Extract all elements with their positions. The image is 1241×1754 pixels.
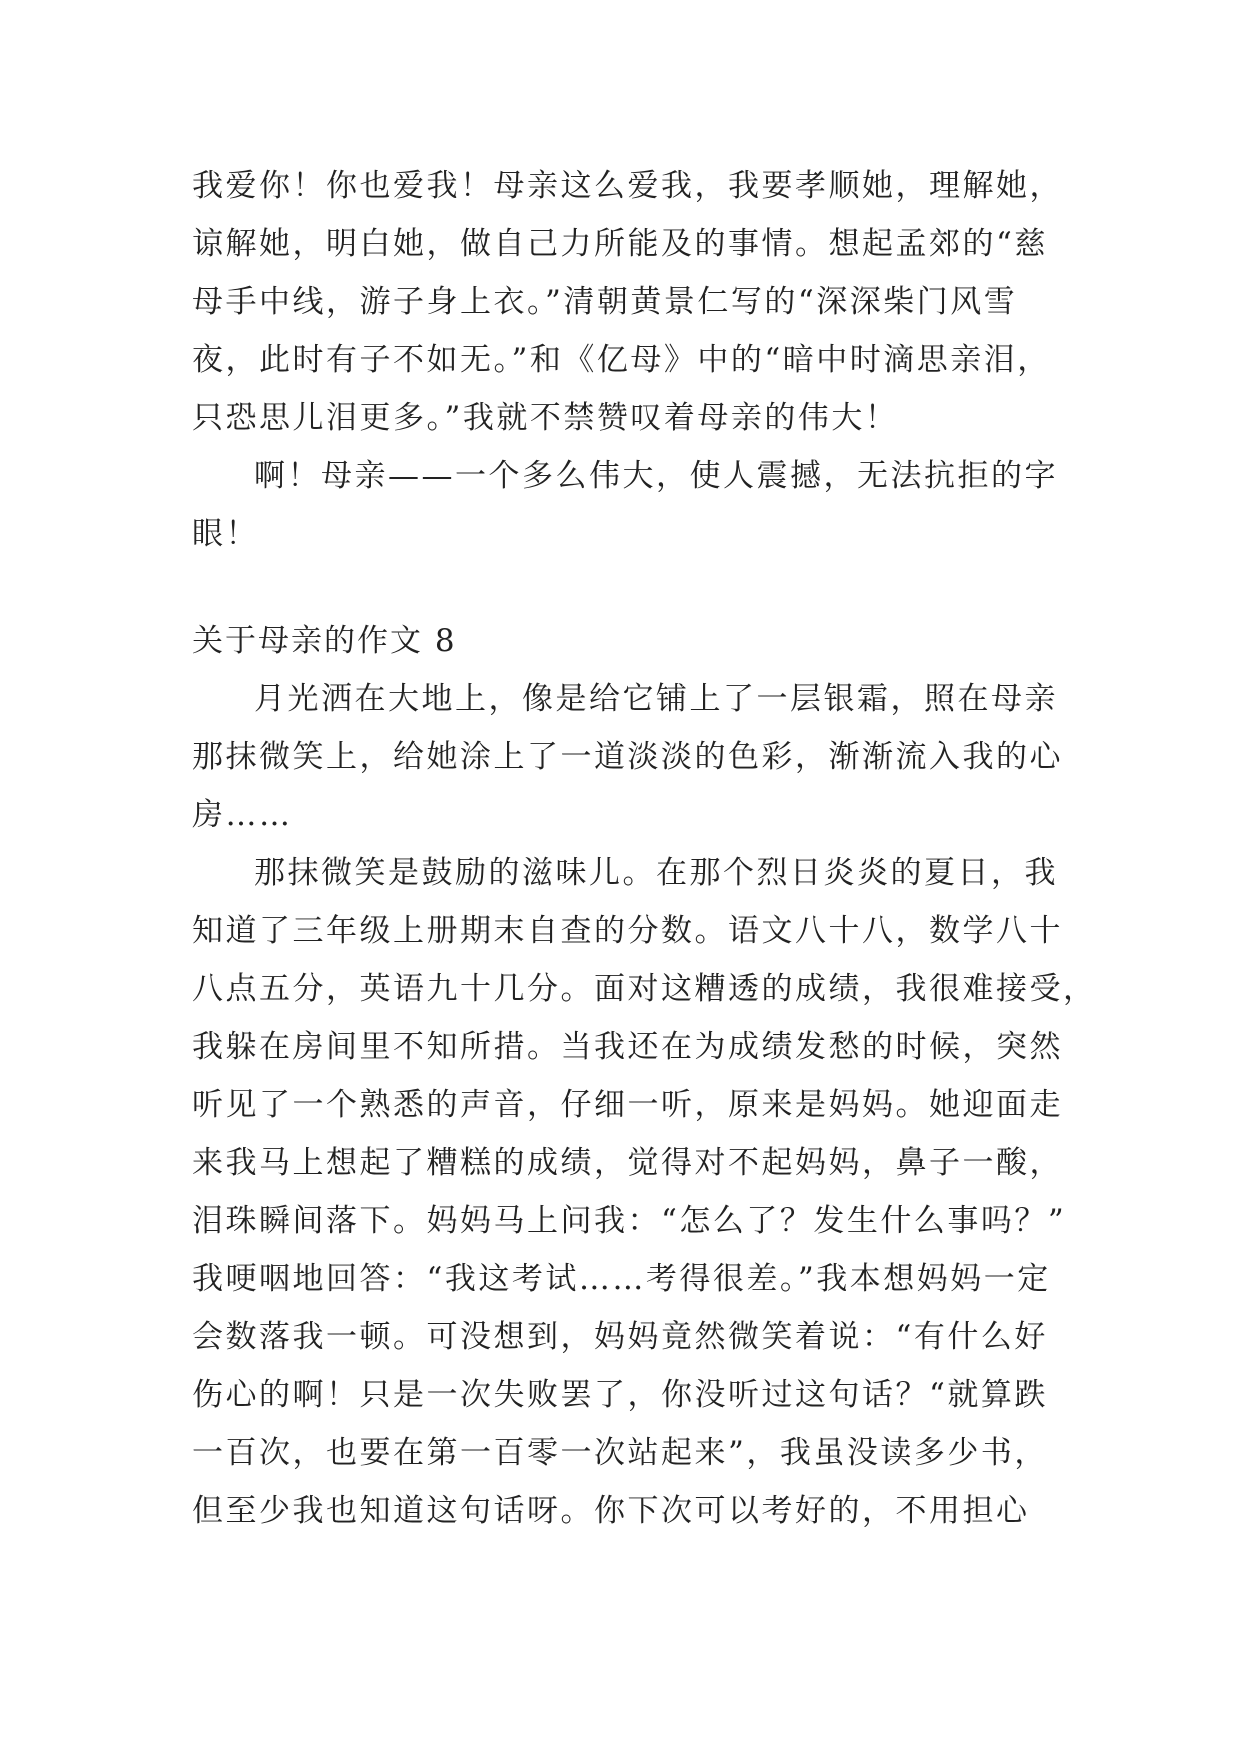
text-line: 我哽咽地回答：“我这考试……考得很差。”我本想妈妈一定 <box>192 1261 1051 1297</box>
text-line: 会数落我一顿。可没想到，妈妈竟然微笑着说：“有什么好 <box>192 1319 1048 1355</box>
text-line: 那抹微笑上，给她涂上了一道淡淡的色彩，渐渐流入我的心 <box>192 739 1063 775</box>
essay-8 <box>192 612 1097 1540</box>
text-line: 八点五分，英语九十几分。面对这糟透的成绩，我很难接受， <box>192 971 1097 1007</box>
text-line: 泪珠瞬间落下。妈妈马上问我：“怎么了？发生什么事吗？” <box>192 1203 1067 1239</box>
text-line: 眼！ <box>192 516 259 552</box>
text-line: 啊！母亲——一个多么伟大，使人震撼，无法抗拒的字 <box>254 458 1058 494</box>
text-line: 知道了三年级上册期末自查的分数。语文八十八，数学八十 <box>192 913 1063 949</box>
text-line: 那抹微笑是鼓励的滋味儿。在那个烈日炎炎的夏日，我 <box>254 855 1058 891</box>
text-line: 一百次，也要在第一百零一次站起来”，我虽没读多少书， <box>192 1435 1048 1471</box>
paragraph <box>192 670 1063 844</box>
text-line: 夜，此时有子不如无。”和《亿母》中的“暗中时滴思亲泪， <box>192 342 1051 378</box>
text-line: 听见了一个熟悉的声音，仔细一听，原来是妈妈。她迎面走 <box>192 1087 1063 1123</box>
text-line: 房…… <box>192 797 293 833</box>
essay-title: 关于母亲的作文 8 <box>192 623 457 659</box>
text-line: 我躲在房间里不知所措。当我还在为成绩发愁的时候，突然 <box>192 1029 1063 1065</box>
paragraph <box>192 844 1097 1540</box>
text-line: 来我马上想起了糟糕的成绩，觉得对不起妈妈，鼻子一酸， <box>192 1145 1063 1181</box>
text-line: 伤心的啊！只是一次失败罢了，你没听过这句话？“就算跌 <box>192 1377 1048 1413</box>
text-line: 谅解她，明白她，做自己力所能及的事情。想起孟郊的“慈 <box>192 226 1048 262</box>
text-line: 我爱你！你也爱我！母亲这么爱我，我要孝顺她，理解她， <box>192 168 1063 204</box>
text-line: 母手中线，游子身上衣。”清朝黄景仁写的“深深柴门风雪 <box>192 284 1018 320</box>
previous-essay-ending <box>192 157 1063 563</box>
text-line: 但至少我也知道这句话呀。你下次可以考好的，不用担心 <box>192 1493 1030 1529</box>
text-line: 月光洒在大地上，像是给它铺上了一层银霜，照在母亲 <box>254 681 1058 717</box>
text-line: 只恐思儿泪更多。”我就不禁赞叹着母亲的伟大！ <box>192 400 899 436</box>
paragraph <box>192 157 1063 447</box>
paragraph <box>192 447 1058 563</box>
